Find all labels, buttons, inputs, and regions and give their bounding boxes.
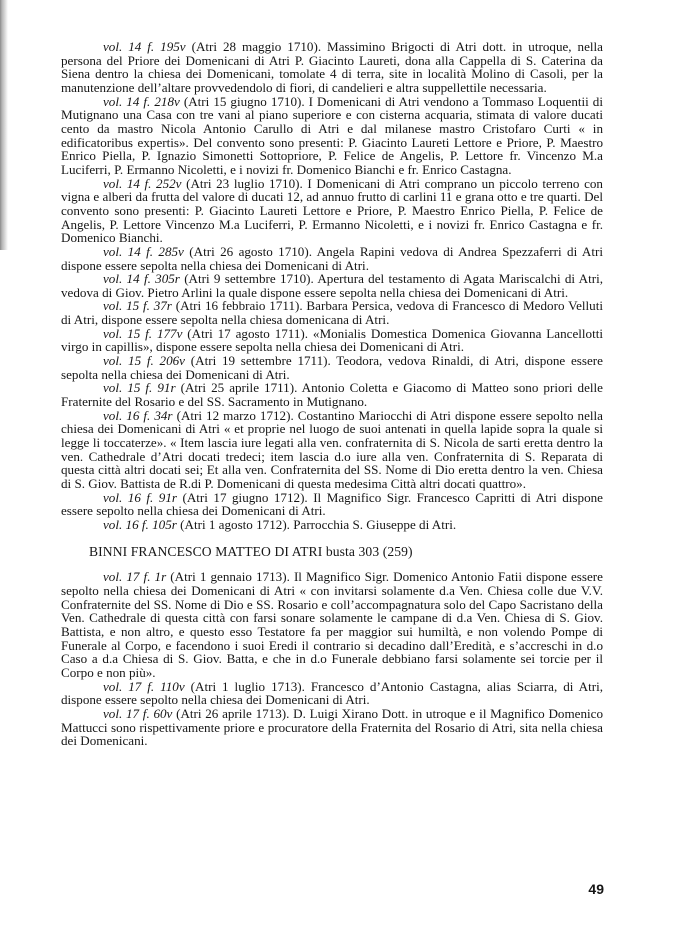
entry (61, 95, 603, 177)
section-heading: BINNI FRANCESCO MATTEO DI ATRI busta 303 (259) (89, 543, 413, 559)
entry-reference: vol. 16 f. 91r (103, 489, 177, 505)
entry-text: (Atri 19 settembre 1711). Teodora, vedova Rinaldi, di Atri, dispone essere sepolta nella chiesa dei Domenicani di Atri. (61, 353, 603, 382)
entry-text: (Atri 1 gennaio 1713). Il Magnifico Sigr. Domenico Antonio Fatii dispone essere sepolto nella chiesa dei Domenicani di Atri « con invitarsi solamente d.a Ven. Chiesa colle due V.V. Confraternite del SS. Nome di Dio e SS. Rosario e coll’accompagnatura solo del Capo Sacristano della Ven. Cathedrale di questa città con farsi sonare solamente le campane di d.a Ven. Chiesa di S. Giov. Battista, e non altro, e questo esso Testatore fa per maggior sui humiltà, e non volendo Pompe di Funerale al Corpo, e facendono i suoi Eredi il contrario si decadino dall’Eredità, e s’accreschi in d.o Caso a d.a Chiesa di S. Giov. Batta, e che in d.o Funerale debbiano farsi solamente sei torcie per il Corpo e non più». (61, 569, 603, 680)
entry-text: (Atri 12 marzo 1712). Costantino Mariocchi di Atri dispone essere sepolto nella chiesa dei Domenicani di Atri « et proprie nel luogo de suoi antenati in quella lapide sopra la quale si legge li toccaterze». « Item lascia iure legati alla ven. confraternita di S. Nicola de sarti eretta dentro la ven. Cathedrale d’Atri docati tredeci; item lascia d.o iure alla ven. Confraternita di S. Reparata di questa città altri docati sei; Et alla ven. Confraternita del SS. Nome di Dio eretta dentro la ven. Chiesa di S. Giov. Battista de R.di P. Domenicani di questa medesima Città altri docati quattro». (61, 407, 603, 491)
entries-section-b (61, 570, 603, 748)
entry (61, 177, 603, 245)
entry-reference: vol. 15 f. 177v (103, 325, 183, 341)
entry-reference: vol. 14 f. 252v (103, 175, 182, 191)
entry-text: (Atri 9 settembre 1710). Apertura del testamento di Agata Mariscalchi di Atri, vedova di Giov. Pietro Arlini la quale dispone essere sepolta nella chiesa dei Domenicani di Atri. (61, 271, 603, 300)
entry-reference: vol. 16 f. 34r (103, 407, 173, 423)
entry-reference: vol. 14 f. 285v (103, 243, 184, 259)
entry (61, 491, 603, 518)
entry (61, 299, 603, 326)
entries-section-a (61, 40, 603, 532)
entry (61, 518, 603, 532)
entry-text: (Atri 15 giugno 1710). I Domenicani di Atri vendono a Tommaso Loquentii di Mutignano una Casa con tre vani al piano superiore e con cisterna acquaria, stimata di valore ducati cento da mastro Nicola Antonio Carullo di Atri e dal milanese mastro Cristofaro Curti « in edificatoribus expertis». Del convento sono presenti: P. Giacinto Laureti Lettore e Priore, P. Maestro Enrico Piella, P. Ignazio Simonetti Sottopriore, P. Felice de Angelis, P. Lettore fr. Vincenzo M.a Luciferri, P. Ermanno Nicoletti, e i novizi fr. Domenico Bianchi e fr. Enrico Castagna. (61, 93, 603, 177)
entry-text: (Atri 25 aprile 1711). Antonio Coletta e Giacomo di Matteo sono priori delle Fraternite del Rosario e del SS. Sacramento in Mutignano. (61, 380, 603, 410)
page-text (61, 40, 603, 748)
entry-reference: vol. 14 f. 218v (103, 93, 180, 109)
entry-reference: vol. 15 f. 37r (103, 298, 172, 314)
entry-reference: vol. 15 f. 91r (103, 380, 176, 396)
entry (61, 40, 603, 95)
entry (61, 245, 603, 272)
entry (61, 272, 603, 299)
scan-binding-edge (0, 0, 8, 250)
entry-reference: vol. 17 f. 60v (103, 705, 173, 721)
entry-reference: vol. 17 f. 1r (103, 569, 167, 585)
entry (61, 409, 603, 491)
entry-text: (Atri 17 giugno 1712). Il Magnifico Sigr. Francesco Capritti di Atri dispone essere sepolto nella chiesa dei Domenicani di Atri. (61, 489, 603, 519)
entry-text: (Atri 1 agosto 1712). Parrocchia S. Giuseppe di Atri. (180, 516, 457, 532)
entry-text: (Atri 26 aprile 1713). D. Luigi Xirano Dott. in utroque e il Magnifico Domenico Mattucci sono rispettivamente priore e procuratore della Fraternita del Rosario di Atri, sita nella chiesa dei Domenicani. (61, 705, 603, 749)
entry-text: (Atri 17 agosto 1711). «Monialis Domestica Domenica Giovanna Lancellotti virgo in capillis», dispone essere sepolta nella chiesa dei Domenicani di Atri. (61, 325, 603, 355)
entry-reference: vol. 17 f. 110v (103, 678, 185, 694)
entry-text: (Atri 26 agosto 1710). Angela Rapini vedova di Andrea Spezzaferri di Atri dispone essere sepolta nella chiesa dei Domenicani di Atri. (61, 243, 603, 273)
entry (61, 707, 603, 748)
entry (61, 354, 603, 381)
entry-reference: vol. 14 f. 195v (103, 39, 186, 54)
entry (61, 680, 603, 707)
entry-reference: vol. 15 f. 206v (103, 353, 185, 369)
entry-reference: vol. 16 f. 105r (103, 516, 177, 532)
entry-reference: vol. 14 f. 305r (103, 271, 180, 287)
entry-text: (Atri 1 luglio 1713). Francesco d’Antonio Castagna, alias Sciarra, di Atri, dispone essere sepolto nella chiesa dei Domenicani di Atri. (61, 678, 603, 708)
entry-text: (Atri 23 luglio 1710). I Domenicani di Atri comprano un piccolo terreno con vigna e alberi da frutta del valore di ducati 12, ad annuo frutto di carlini 11 e grana otto e tre quarti. Del convento sono presenti: P. Giacinto Laureti Lettore e Priore, P. Maestro Enrico Piella, P. Felice de Angelis, P. Lettore Vincenzo M.a Luciferri, P. Ermanno Nicoletti, e i novizi fr. Enrico Castagna e fr. Domenico Bianchi. (61, 175, 603, 246)
entry-text: (Atri 16 febbraio 1711). Barbara Persica, vedova di Francesco di Medoro Velluti di Atri, dispone essere sepolta nella chiesa domenicana di Atri. (61, 298, 603, 328)
entry-text: (Atri 28 maggio 1710). Massimino Brigocti di Atri dott. in utroque, nella persona del Priore dei Domenicani di Atri P. Giacinto Laureti, dona alla Cappella di S. Caterina da Siena dentro la chiesa dei Domenicani, tomolate 4 di terra, site in località Molino di Casoli, per la manutenzione dell’altare provvedendolo di fiori, di candelieri e altra suppellettile necessaria. (61, 39, 603, 95)
entry (61, 327, 603, 354)
page-number: 49 (588, 881, 604, 897)
entry (61, 381, 603, 408)
entry (61, 570, 603, 679)
